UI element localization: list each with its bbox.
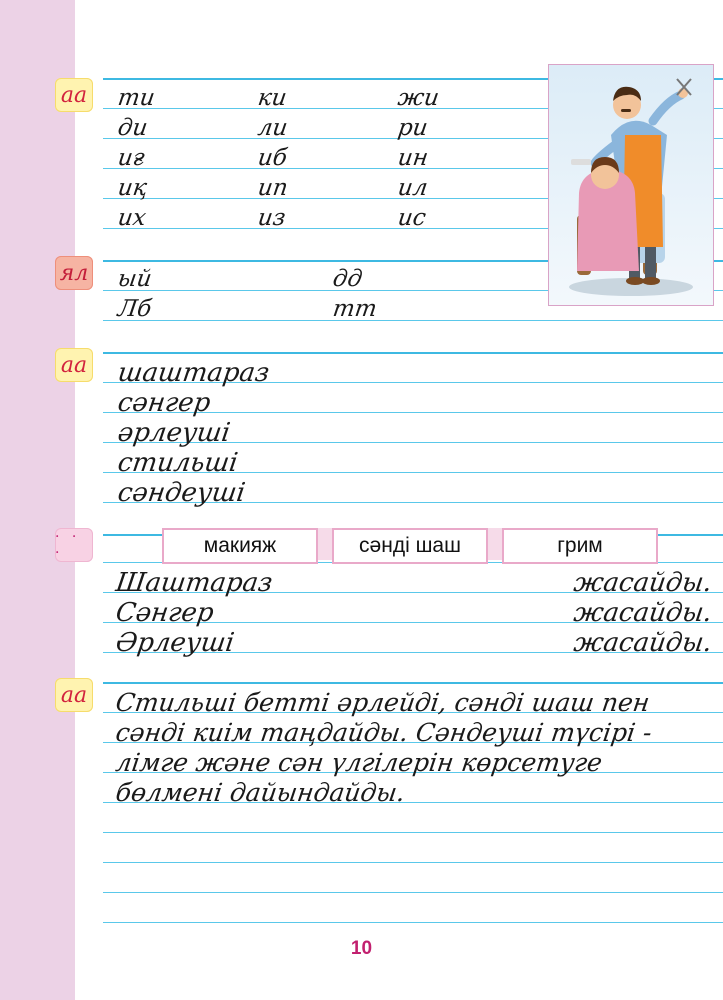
syllable: ки [256,85,289,111]
barber-and-child-icon [549,65,713,305]
sentence-verb: жасайды. [571,628,714,658]
paragraph-line: Стильші бетті әрлейді, сәнді шаш пен [113,688,652,717]
copy-text-badge: аа [55,678,93,712]
syllable: ти [116,85,157,111]
word-choice-box: сәнді шаш [332,528,488,564]
paragraph-line: бөлмені дайындайды. [113,778,407,807]
syllable: иқ [116,175,149,201]
letter-join: Лб [116,296,154,322]
syllable: из [256,205,288,231]
word-choice-box: макияж [162,528,318,564]
copy-words-badge: аа [55,348,93,382]
syllable: их [116,205,148,231]
vocab-word: сәнгер [115,388,213,418]
paragraph-line: сәнді киім таңдайды. Сәндеуші түсірі - [113,718,654,747]
paragraph-line: лімге және сән үлгілерін көрсетуге [113,748,605,777]
syllable: ри [396,115,430,141]
hairdresser-illustration [548,64,714,306]
copy-letters-badge: аа [55,78,93,112]
letter-join: дд [331,266,364,292]
syllable: ис [396,205,428,231]
sentence-subject: Әрлеуші [113,628,237,658]
syllable: ип [256,175,290,201]
word-choice-box: грим [502,528,658,564]
syllable: ин [396,145,430,171]
page-number: 10 [350,938,373,959]
vocab-word: стильші [115,448,240,478]
syllable: иб [256,145,289,171]
vocab-word: әрлеуші [115,418,233,448]
syllable: иғ [116,145,147,171]
vocab-word: шаштараз [115,358,272,388]
letter-joins-badge: ял [55,256,93,290]
letter-join: ый [116,266,154,292]
syllable: жи [396,85,441,111]
syllable: ли [256,115,290,141]
sentence-verb: жасайды. [571,598,714,628]
sentence-subject: Сәнгер [113,598,216,628]
sentence-verb: жасайды. [571,568,714,598]
syllable: ди [116,115,150,141]
syllable: ил [396,175,430,201]
vocab-word: сәндеуші [115,478,248,508]
fill-in-badge: · · · [55,528,93,562]
sentence-subject: Шаштараз [113,568,275,598]
letter-join: тт [331,296,379,322]
